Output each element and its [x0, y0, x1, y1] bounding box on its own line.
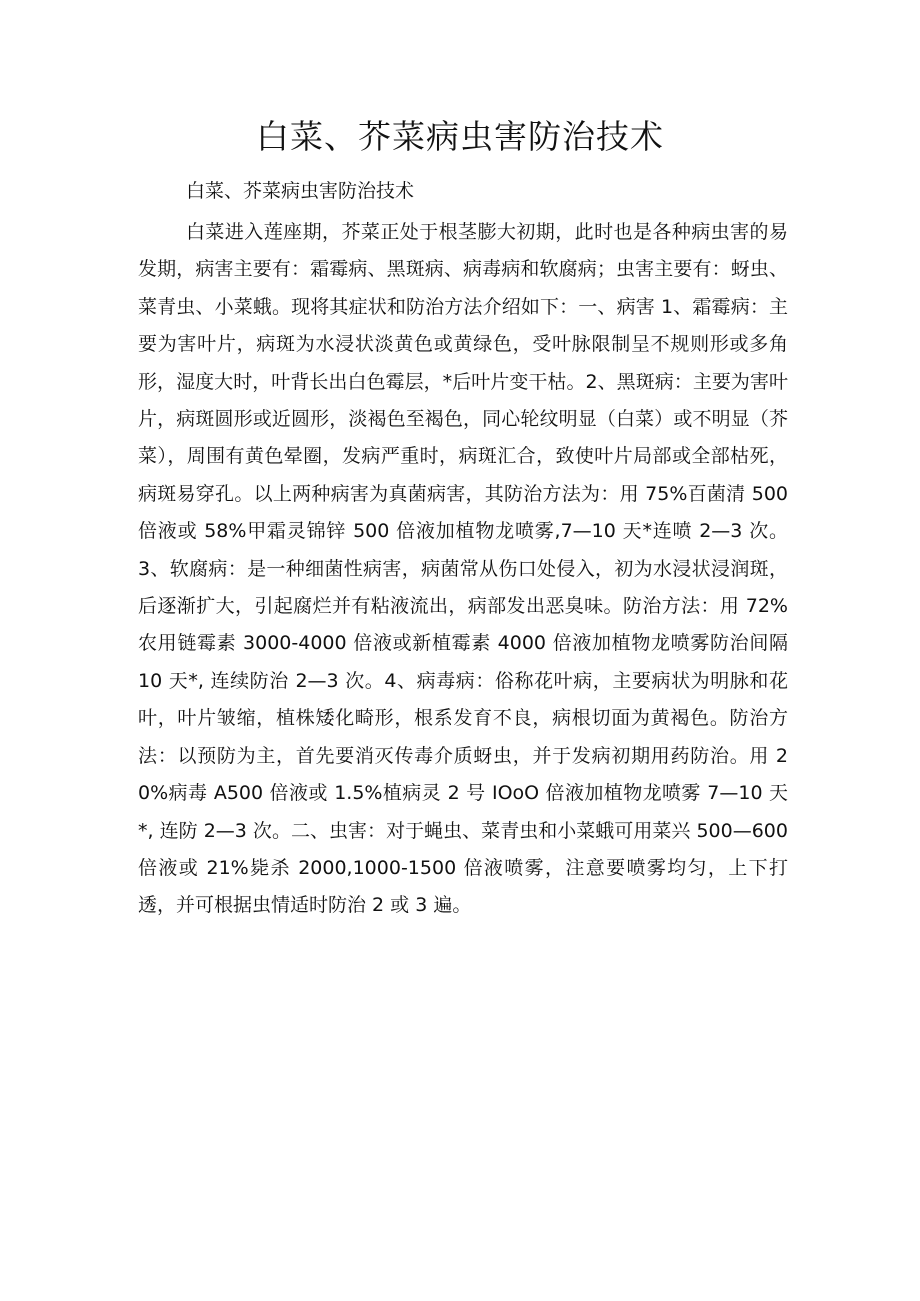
- document-subtitle: 白菜、芥菜病虫害防治技术: [186, 180, 415, 202]
- document-title: 白菜、芥菜病虫害防治技术: [256, 117, 664, 156]
- document-body-paragraph: 白菜进入莲座期，芥菜正处于根茎膨大初期，此时也是各种病虫害的易发期，病害主要有：霜霉病、黑斑病、病毒病和软腐病；虫害主要有：蚜虫、菜青虫、小菜蛾。现将其症状和防治方法介绍如下：一、病害 1、霜霉病：主要为害叶片，病斑为水浸状淡黄色或黄绿色，受叶脉限制呈不规则形或多角形，湿度大时，叶背长出白色霉层，*后叶片变干枯。2、黑斑病：主要为害叶片，病斑圆形或近圆形，淡褐色至褐色，同心轮纹明显（白菜）或不明显（芥菜），周围有黄色晕圈，发病严重时，病斑汇合，致使叶片局部或全部枯死，病斑易穿孔。以上两种病害为真菌病害，其防治方法为：用 75%百菌清 500 倍液或 58%甲霜灵锦锌 500 倍液加植物龙喷雾,7—10 天*连喷 2—3 次。3、软腐病：是一种细菌性病害，病菌常从伤口处侵入，初为水浸状浸润斑，后逐渐扩大，引起腐烂并有粘液流出，病部发出恶臭味。防治方法：用 72%农用链霉素 3000-4000 倍液或新植霉素 4000 倍液加植物龙喷雾防治间隔 10 天*, 连续防治 2—3 次。4、病毒病：俗称花叶病，主要病状为明脉和花叶，叶片皱缩，植株矮化畸形，根系发育不良，病根切面为黄褐色。防治方法：以预防为主，首先要消灭传毒介质蚜虫，并于发病初期用药防治。用 20%病毒 A500 倍液或 1.5%植病灵 2 号 IOoO 倍液加植物龙喷雾 7—10 天*, 连防 2—3 次。二、虫害：对于蝇虫、菜青虫和小菜蛾可用菜兴 500—600 倍液或 21%毙杀 2000,1000-1500 倍液喷雾，注意要喷雾均匀，上下打透，并可根据虫情适时防治 2 或 3 遍。: [138, 221, 788, 917]
